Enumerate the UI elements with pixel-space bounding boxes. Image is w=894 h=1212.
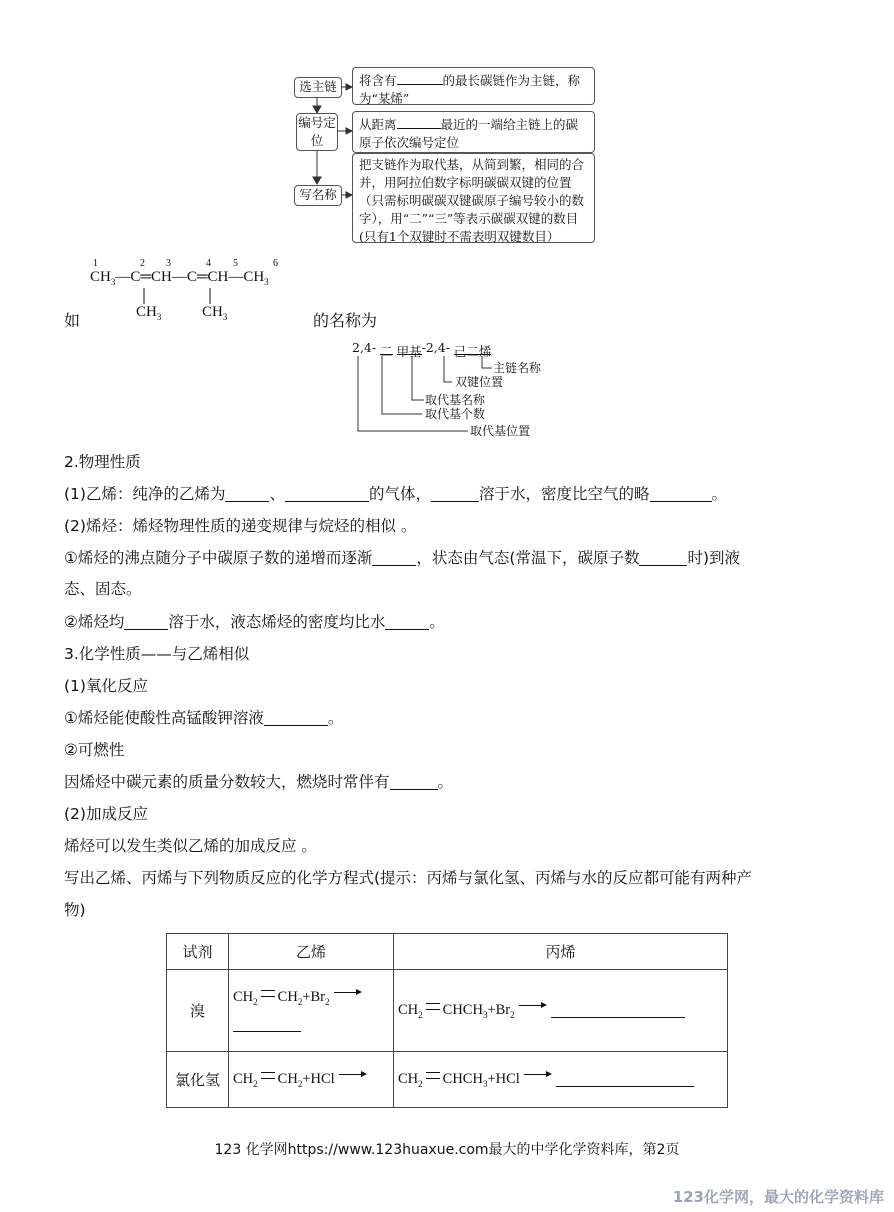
section3-instruction: 写出乙烯、丙烯与下列物质反应的化学方程式(提示：丙烯与氯化氢、丙烯与水的反应都可能有两种产 [64, 869, 753, 887]
flow-step-label: 写名称 [299, 187, 337, 202]
arrow-right-icon [524, 1071, 552, 1079]
section3-combustion: ②可燃性 [64, 741, 125, 759]
formula-sub: 2 [297, 1078, 303, 1089]
fill-blank [264, 709, 328, 726]
text: (1)乙烯：纯净的乙烯为 [64, 485, 226, 503]
text: 溶于水，液态烯烃的密度均比水 [168, 613, 386, 631]
formula-sub: 2 [325, 996, 330, 1007]
ethylene-equation-cell [229, 970, 394, 1052]
name-label: 双键位置 [455, 375, 504, 389]
name-part: 二 [380, 344, 393, 359]
desc-text: 最近的一端给主链上的碳原子依次编号定位 [359, 117, 579, 150]
formula-text: CH [277, 989, 298, 1006]
text: 。 [327, 709, 344, 727]
branch-text: CH [202, 304, 223, 320]
equation [233, 1071, 393, 1089]
desc-text: 把支链作为取代基，从简到繁，相同的合并，用阿拉伯数字标明碳碳双键的位置（只需标明碳碳双键碳原子编号较小的数字），用“二”“三”等表示碳碳双键的数目(只有1个双键时不需表明双键数目） [359, 157, 585, 244]
flow-step-label: 编号定位 [298, 115, 336, 148]
name-part: 己二烯 [453, 344, 492, 359]
double-bond [426, 1003, 440, 1010]
name-label: 主链名称 [493, 361, 542, 375]
text: ①烯烃能使酸性高锰酸钾溶液 [64, 709, 264, 727]
name-breakdown-lines [0, 0, 894, 440]
formula-text: CH [277, 1070, 298, 1087]
name-label: 取代基名称 [425, 393, 486, 407]
chain-text: CH—C [151, 269, 197, 285]
text: ①烯烃的沸点随分子中碳原子数的递增而逐渐 [64, 549, 373, 567]
section2-p3-cont: 态、固态。 [64, 580, 142, 598]
formula-text: CH [398, 1070, 419, 1087]
section3-addition-desc: 烯烃可以发生类似乙烯的加成反应 。 [64, 837, 317, 855]
equation [398, 1002, 727, 1020]
arrow-right-icon [519, 1002, 547, 1010]
text: 。 [429, 613, 445, 631]
formula-sub: 3 [482, 1078, 488, 1089]
text: 溶于水，密度比空气的略 [479, 485, 650, 503]
desc-text: 从距离 [359, 117, 397, 132]
section3-combustion-desc [64, 771, 453, 793]
fill-blank [650, 485, 712, 502]
formula-sub: 2 [297, 996, 303, 1007]
formula-sub: 2 [418, 1078, 423, 1089]
double-bond: ═ [196, 269, 208, 285]
answer-blank [551, 1005, 685, 1018]
reagent-cell: 氯化氢 [167, 1052, 229, 1108]
carbon-number: 5 [233, 258, 238, 269]
answer-blank [556, 1074, 694, 1087]
fill-blank [285, 485, 369, 502]
example-suffix: 的名称为 [313, 311, 378, 330]
double-bond: ═ [140, 269, 151, 285]
fill-blank [124, 613, 168, 630]
formula-text: +HCl [302, 1070, 335, 1087]
table-header-cell: 试剂 [167, 934, 229, 970]
double-bond [261, 990, 275, 997]
name-part: -2,4- [421, 340, 450, 355]
chain-sub: 3 [264, 277, 269, 287]
text: ②烯烃均 [64, 613, 125, 631]
desc-text: 的最长碳链作为主链，称为“某烯” [359, 73, 581, 106]
carbon-number: 3 [166, 258, 171, 269]
carbon-number: 2 [140, 258, 145, 269]
formula-text: CHCH [442, 1070, 483, 1087]
flow-step-label: 选主链 [299, 79, 337, 94]
ethylene-equation-cell [229, 1052, 394, 1108]
section2-p1 [64, 483, 727, 505]
section3-instruction-cont: 物) [64, 901, 86, 919]
name-label: 取代基位置 [470, 424, 531, 438]
fill-blank [385, 613, 429, 630]
example-prefix: 如 [64, 311, 81, 330]
text: 的气体， [368, 485, 431, 503]
name-label: 取代基个数 [425, 407, 486, 421]
branch-sub: 3 [222, 312, 228, 322]
fill-blank [225, 485, 269, 502]
equation [233, 989, 393, 1007]
table-header-cell: 丙烯 [394, 934, 728, 970]
formula-text: CH [398, 1001, 419, 1018]
name-part: 甲基 [396, 344, 422, 359]
section2-title: 2.物理性质 [64, 453, 141, 471]
formula-text: +HCl [487, 1070, 520, 1087]
formula-text: +Br [487, 1001, 511, 1018]
section2-p3 [64, 547, 740, 569]
arrow-right-icon [339, 1071, 367, 1079]
formula-text: CH [233, 1070, 254, 1087]
name-part: 2,4- [352, 340, 377, 355]
section2-p2: (2)烯烃：烯烃物理性质的递变规律与烷烃的相似 。 [64, 517, 417, 535]
section3-oxidation: (1)氧化反应 [64, 677, 148, 695]
fill-blank [390, 773, 438, 790]
chain-text: CH [90, 269, 111, 285]
double-bond [261, 1072, 275, 1079]
carbon-number: 1 [93, 258, 98, 269]
branch-text: CH [136, 304, 157, 320]
text: 、 [269, 485, 285, 503]
chain-text: —C [115, 269, 141, 285]
formula-text: CHCH [442, 1001, 483, 1018]
formula-sub: 2 [253, 1078, 258, 1089]
chain-sub: 3 [110, 277, 116, 287]
double-bond [426, 1072, 440, 1079]
formula-text: CH [233, 989, 254, 1006]
text: 因烯烃中碳元素的质量分数较大，燃烧时常伴有 [64, 773, 390, 791]
watermark: 123化学网，最大的化学资料库 [672, 1188, 884, 1206]
text: 。 [711, 485, 728, 503]
formula-text: +Br [302, 989, 325, 1006]
chain-text: CH—CH [207, 269, 265, 285]
table-header-row [167, 934, 728, 970]
section3-title: 3.化学性质——与乙烯相似 [64, 645, 250, 663]
fill-blank [639, 549, 687, 566]
text: 时)到液 [687, 549, 741, 567]
equation [398, 1071, 727, 1089]
reaction-table [166, 933, 728, 1108]
formula-sub: 2 [253, 996, 258, 1007]
answer-blank [233, 1019, 301, 1032]
carbon-number: 6 [273, 258, 278, 269]
formula-sub: 2 [510, 1009, 515, 1020]
formula-sub: 3 [482, 1009, 488, 1020]
text: ，状态由气态(常温下，碳原子数 [416, 549, 640, 567]
page-footer: 123 化学网https://www.123huaxue.com最大的中学化学资料库，第2页 [214, 1142, 680, 1158]
desc-text: 将含有 [359, 73, 397, 88]
section2-p4 [64, 611, 445, 633]
table-row [167, 970, 728, 1052]
fill-blank [372, 549, 416, 566]
table-row [167, 1052, 728, 1108]
propylene-equation-cell [394, 970, 728, 1052]
carbon-number: 4 [206, 258, 211, 269]
reagent-cell: 溴 [167, 970, 229, 1052]
arrow-right-icon [334, 989, 362, 997]
branch-sub: 3 [156, 312, 162, 322]
table-header-cell: 乙烯 [229, 934, 394, 970]
propylene-equation-cell [394, 1052, 728, 1108]
text: 。 [437, 773, 454, 791]
fill-blank [431, 485, 479, 502]
formula-sub: 2 [418, 1009, 423, 1020]
section3-kmno4 [64, 707, 343, 729]
section3-addition: (2)加成反应 [64, 805, 148, 823]
